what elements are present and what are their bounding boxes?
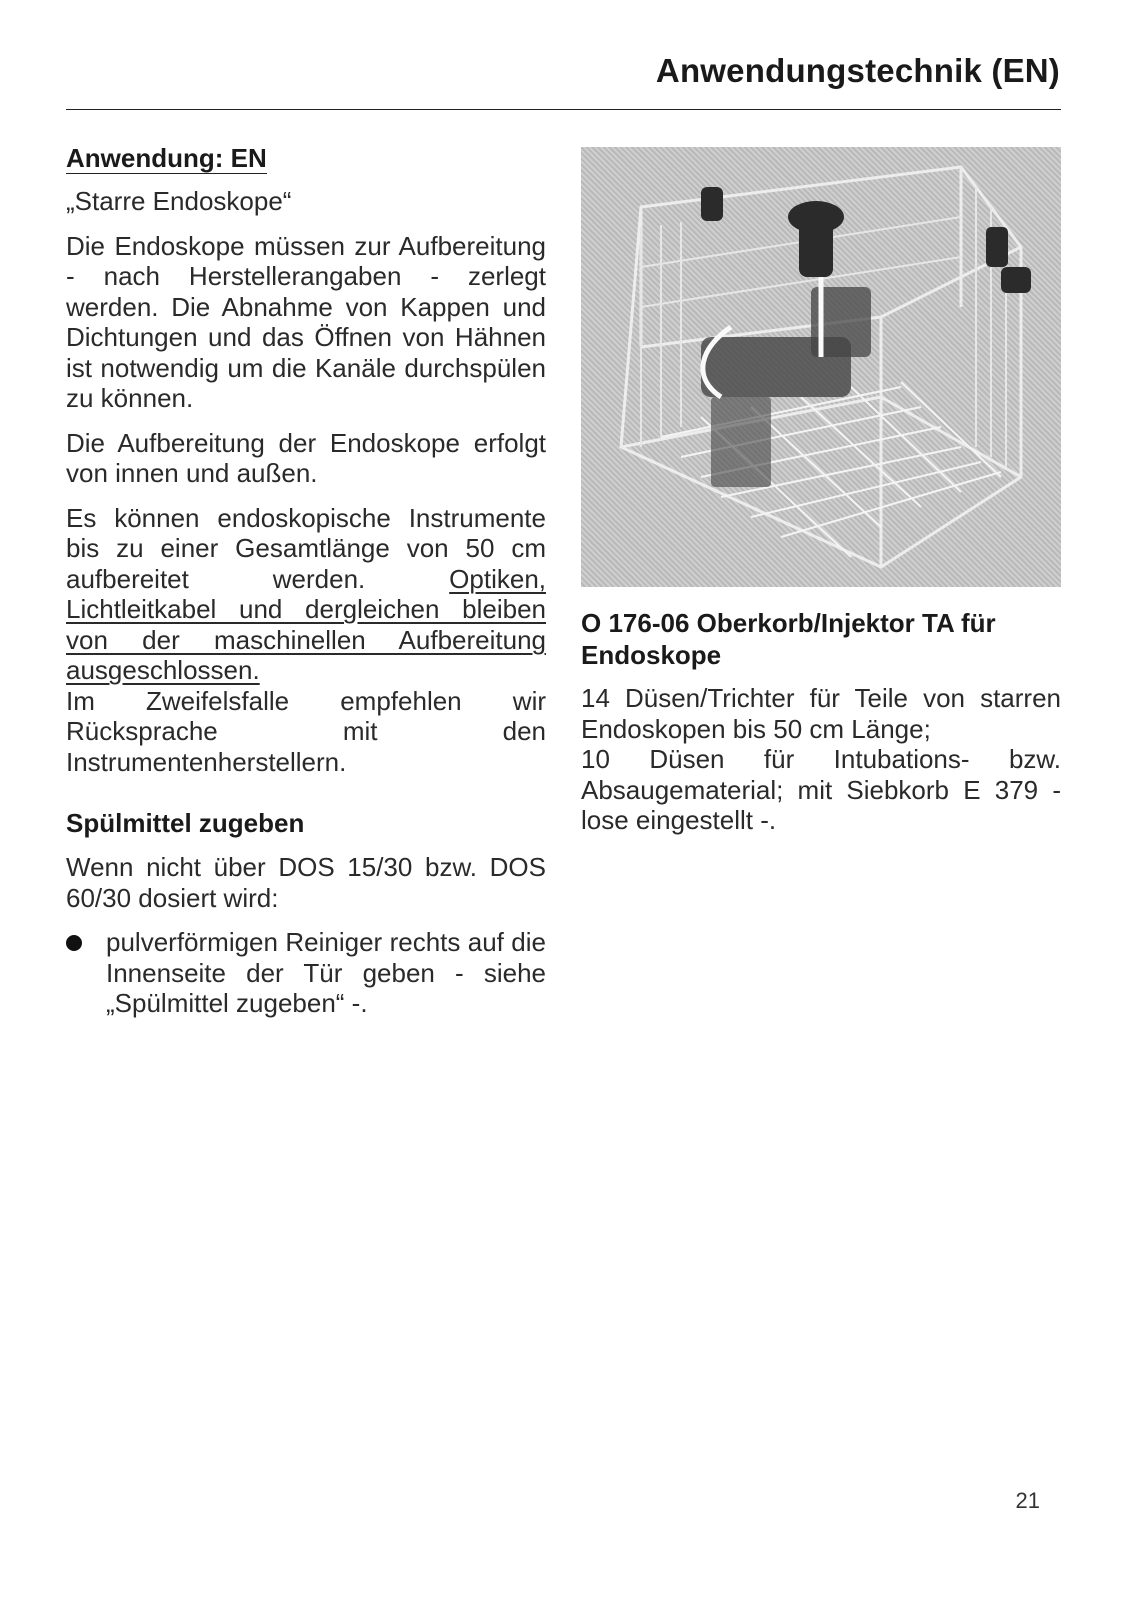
bullet-dot-icon bbox=[66, 935, 82, 951]
left-column bbox=[66, 143, 546, 1019]
paragraph-disassembly: Die Endoskope müssen zur Aufbereitung - nach Herstellerangaben - zerlegt werden. Die Abnahme von Kappen und Dichtungen und das Öffnen von Hähnen ist notwendig um die Kanäle durchspülen zu können. bbox=[66, 230, 546, 413]
header-rule bbox=[66, 109, 1061, 110]
paragraph-dosing-condition: Wenn nicht über DOS 15/30 bzw. DOS 60/30 dosiert wird: bbox=[66, 852, 546, 913]
right-column bbox=[581, 147, 1061, 850]
wire-basket-photo bbox=[581, 147, 1061, 587]
section-title-anwendung: Anwendung: EN bbox=[66, 143, 267, 173]
caption-nozzles-rigid: 14 Düsen/Trichter für Teile von starren Endoskopen bis 50 cm Länge; bbox=[581, 683, 1061, 744]
bullet-item bbox=[66, 927, 546, 1019]
bullet-item-text: pulverförmigen Reiniger rechts auf die Innenseite der Tür geben - siehe „Spülmittel zugeben“ -. bbox=[106, 927, 546, 1018]
bullet-list bbox=[66, 927, 546, 1019]
page-number: 21 bbox=[1015, 1488, 1040, 1513]
paragraph-consult-manufacturer: Im Zweifelsfalle empfehlen wir Rücksprache mit den Instrumentenherstellern. bbox=[66, 685, 546, 777]
caption-nozzles-intubation: 10 Düsen für Intubations- bzw. Absaugematerial; mit Siebkorb E 379 - lose eingestellt -. bbox=[581, 744, 1061, 835]
paragraph-exclusion-underlined: Optiken, Lichtleitkabel und dergleichen bleiben von der maschinellen Aufbereitung ausgeschlossen. bbox=[66, 563, 546, 685]
caption-title: O 176-06 Oberkorb/Injektor TA für Endoskope bbox=[581, 608, 996, 670]
paragraph-inside-outside: Die Aufbereitung der Endoskope erfolgt von innen und außen. bbox=[66, 427, 546, 488]
section-title-spuelmittel: Spülmittel zugeben bbox=[66, 808, 305, 838]
wire-basket-illustration bbox=[581, 147, 1061, 587]
paragraph-length-limit bbox=[66, 503, 546, 686]
section-subtitle: „Starre Endoskope“ bbox=[66, 186, 292, 216]
paragraph-length-limit-plain: Es können endoskopische Instrumente bis zu einer Gesamtlänge von 50 cm aufbereitet werden. bbox=[66, 502, 546, 594]
page-header-title: Anwendungstechnik (EN) bbox=[655, 52, 1060, 89]
